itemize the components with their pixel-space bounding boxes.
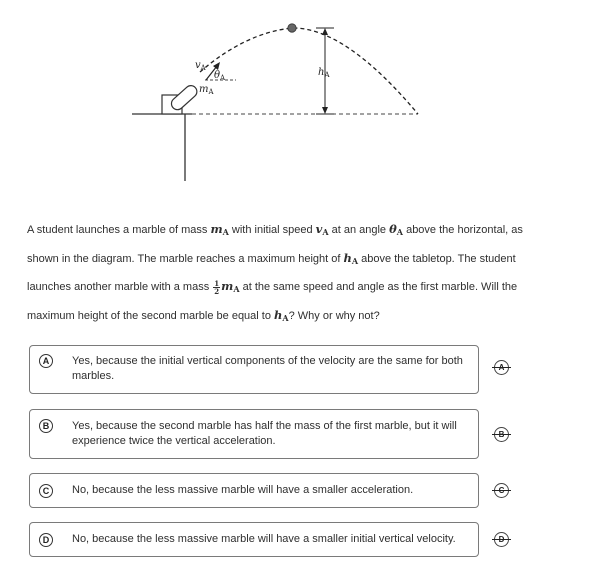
choice-letter: A — [39, 354, 53, 368]
label-velocity: $v_A$ — [195, 60, 206, 72]
question-line — [27, 303, 587, 332]
strikethrough-a-icon[interactable]: A — [494, 360, 509, 375]
question-text: A student launches a marble of mass — [27, 224, 211, 236]
choice-letter: C — [39, 484, 53, 498]
math-symbol: $m_A$ — [210, 222, 229, 237]
choice-text: Yes, because the initial vertical components of the velocity are the same for both marbles. — [72, 355, 463, 382]
strikethrough-d-icon[interactable]: D — [494, 532, 509, 547]
height-arrowhead-up-icon — [322, 28, 328, 35]
strikethrough-b-icon[interactable]: B — [494, 427, 509, 442]
marble — [288, 24, 296, 32]
answer-choice-c[interactable] — [29, 473, 479, 508]
question-text: maximum height of the second marble be equal to — [27, 309, 275, 322]
height-arrowhead-down-icon — [322, 107, 328, 114]
math-symbol: $h_A$ — [343, 250, 359, 266]
choice-letter: B — [39, 419, 53, 433]
choice-text: No, because the less massive marble will have a smaller acceleration. — [72, 484, 414, 496]
question-stem — [27, 217, 587, 331]
fraction: $\frac{1}{2}$ — [214, 278, 220, 296]
question-text: above the horizontal, as — [403, 224, 523, 236]
question-line — [27, 274, 587, 303]
question-text: with initial speed — [228, 224, 316, 236]
choice-text: No, because the less massive marble will have a smaller initial vertical velocity. — [72, 533, 456, 545]
math-symbol: $v_A$ — [315, 222, 329, 237]
trajectory-path — [200, 28, 418, 114]
question-line — [27, 217, 587, 246]
math-symbol: $\theta_A$ — [389, 222, 404, 237]
answer-choice-d[interactable] — [29, 522, 479, 557]
question-text: above the tabletop. The student — [358, 252, 516, 265]
projectile-diagram — [0, 0, 606, 200]
question-text: ? Why or why not? — [288, 309, 380, 322]
question-text: shown in the diagram. The marble reaches a maximum height of — [27, 252, 344, 265]
strikethrough-c-icon[interactable]: C — [494, 483, 509, 498]
choice-text: Yes, because the second marble has half the mass of the first marble, but it will experience twice the vertical acceleration. — [72, 420, 457, 447]
question-line — [27, 246, 587, 275]
label-angle: $\theta_A$ — [214, 70, 226, 82]
label-mass: $m_A$ — [199, 84, 214, 96]
choice-letter: D — [39, 533, 53, 547]
answer-choice-a[interactable] — [29, 345, 479, 394]
question-text: at the same speed and angle as the first marble. Will the — [239, 281, 518, 293]
answer-choice-b[interactable] — [29, 409, 479, 459]
math-symbol: $m_A$ — [221, 279, 240, 294]
label-height: $h_A$ — [318, 67, 330, 79]
math-symbol: $h_A$ — [274, 307, 289, 323]
question-text: at an angle — [328, 224, 390, 236]
question-text: launches another marble with a mass — [27, 281, 213, 293]
